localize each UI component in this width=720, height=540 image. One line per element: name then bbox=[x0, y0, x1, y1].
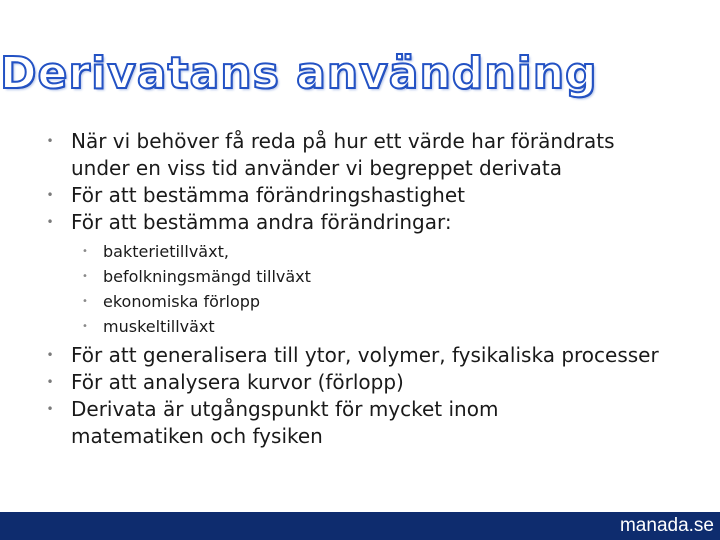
sub-bullet-item bbox=[0, 239, 720, 264]
sub-bullet-dot: • bbox=[82, 321, 88, 332]
bullet-dot: • bbox=[46, 375, 54, 389]
sub-bullet-dot: • bbox=[82, 246, 88, 257]
bullet-item bbox=[0, 369, 720, 396]
sub-bullet-list bbox=[0, 239, 720, 339]
bullet-text: För att generalisera till ytor, volymer, fysikaliska processer bbox=[71, 343, 659, 367]
bullet-item bbox=[0, 396, 611, 450]
sub-bullet-text: muskeltillväxt bbox=[103, 317, 215, 336]
sub-bullet-text: ekonomiska förlopp bbox=[103, 292, 261, 311]
slide-body bbox=[0, 128, 720, 450]
bullet-dot: • bbox=[46, 348, 54, 362]
bullet-item bbox=[0, 128, 631, 182]
bullet-text: När vi behöver få reda på hur ett värde har förändrats under en viss tid använder vi begreppet derivata bbox=[71, 129, 615, 180]
footer-bar bbox=[0, 512, 720, 540]
sub-bullet-item bbox=[0, 264, 720, 289]
sub-bullet-text: befolkningsmängd tillväxt bbox=[103, 267, 311, 286]
bullet-dot: • bbox=[46, 134, 54, 148]
footer-brand-link[interactable]: manada.se bbox=[619, 515, 714, 536]
bullet-list-continued bbox=[0, 342, 720, 450]
bullet-dot: • bbox=[46, 188, 54, 202]
bullet-item bbox=[0, 182, 720, 209]
sub-bullet-dot: • bbox=[82, 296, 88, 307]
bullet-item bbox=[0, 209, 720, 236]
sub-list-container bbox=[0, 239, 720, 339]
bullet-item bbox=[0, 342, 720, 369]
bullet-dot: • bbox=[46, 215, 54, 229]
sub-bullet-text: bakterietillväxt, bbox=[103, 242, 229, 261]
sub-bullet-item bbox=[0, 289, 720, 314]
sub-bullet-dot: • bbox=[82, 271, 88, 282]
bullet-text: För att bestämma förändringshastighet bbox=[71, 183, 465, 207]
bullet-dot: • bbox=[46, 402, 54, 416]
sub-bullet-item bbox=[0, 314, 720, 339]
slide-title: Derivatans användning bbox=[0, 48, 598, 99]
bullet-text: Derivata är utgångspunkt för mycket inom matematiken och fysiken bbox=[71, 397, 499, 448]
bullet-text: För att bestämma andra förändringar: bbox=[71, 210, 452, 234]
bullet-list bbox=[0, 128, 720, 236]
bullet-text: För att analysera kurvor (förlopp) bbox=[71, 370, 404, 394]
